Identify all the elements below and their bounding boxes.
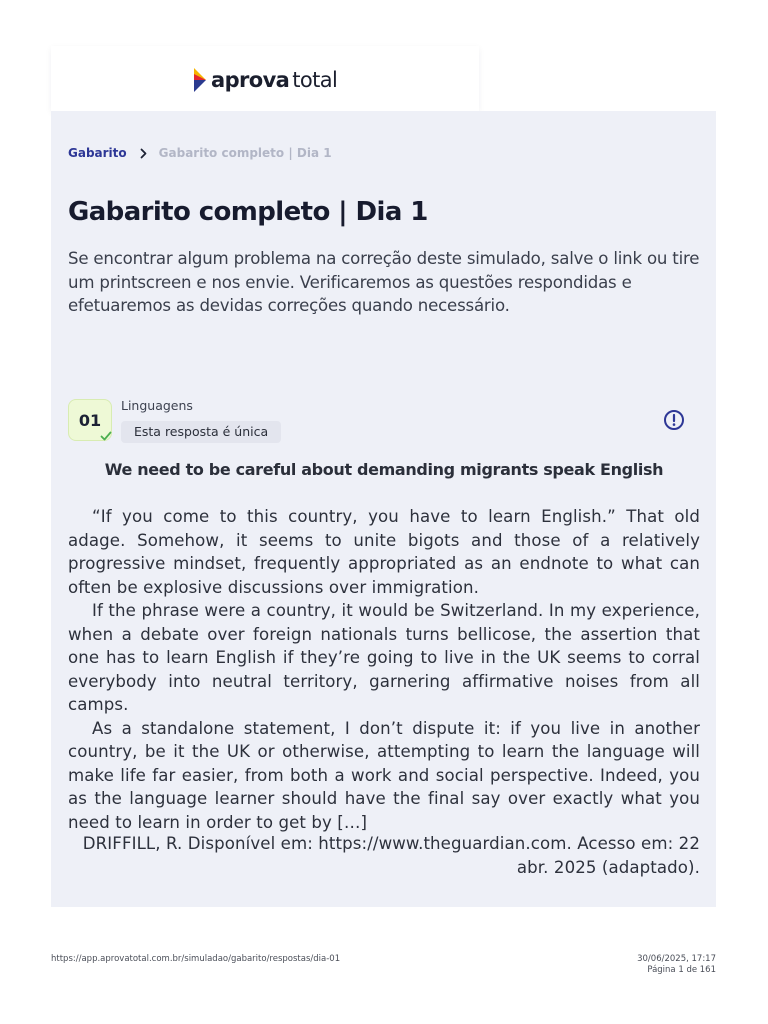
check-icon [99,429,113,443]
main-content [51,111,716,907]
passage-paragraph: If the phrase were a country, it would be Switzerland. In my experience, when a debate over foreign nationals turns bellicose, the assertion that one has to learn English if they’re going to live in the UK seems to corral everybody into neutral territory, garnering affirmative noises from all camps. [68,601,700,714]
logo-text-part1: aprova [211,68,290,92]
report-problem-button[interactable] [662,408,686,432]
passage-source: DRIFFILL, R. Disponível em: https://www.theguardian.com. Acesso em: 22 abr. 2025 (adaptado). [82,834,700,877]
breadcrumb [68,146,332,160]
logo-mark-icon [193,68,207,92]
intro-text: Se encontrar algum problema na correção deste simulado, salve o link ou tire um printscreen e nos envie. Verificaremos as questões respondidas e efetuaremos as devidas correções quando necessário. [68,249,700,315]
chevron-right-icon [140,148,147,159]
logo-text [211,68,337,92]
passage [68,505,700,834]
logo[interactable] [193,67,337,93]
passage-paragraph: “If you come to this country, you have to learn English.” That old adage. Somehow, it seems to unite bigots and those of a relatively progressive mindset, frequently appropriated as an endnote to what can often be explosive discussions over immigration. [68,507,700,597]
question-subject: Linguagens [121,398,193,413]
passage-paragraph: As a standalone statement, I don’t dispute it: if you live in another country, be it the UK or otherwise, attempting to learn the language will make life far easier, from both a work and social perspective. Indeed, you as the language learner should have the final say over exactly what you need to learn in order to get by […] [68,718,700,832]
answer-type-tag: Esta resposta é única [121,421,281,443]
breadcrumb-home-link[interactable]: Gabarito [68,146,127,160]
alert-circle-icon [662,408,686,432]
question-number-badge [68,399,112,441]
footer-url: https://app.aprovatotal.com.br/simuladao/gabarito/respostas/dia-01 [51,954,341,964]
logo-text-part2: total [292,68,338,92]
breadcrumb-current: Gabarito completo | Dia 1 [158,146,332,160]
footer-datetime: 30/06/2025, 17:17 [637,954,716,964]
footer-page-info: Página 1 de 161 [647,964,716,975]
passage-title: We need to be careful about demanding migrants speak English [104,460,664,479]
footer-info [637,954,716,975]
question-number: 01 [78,410,102,430]
page-title: Gabarito completo | Dia 1 [68,197,428,227]
